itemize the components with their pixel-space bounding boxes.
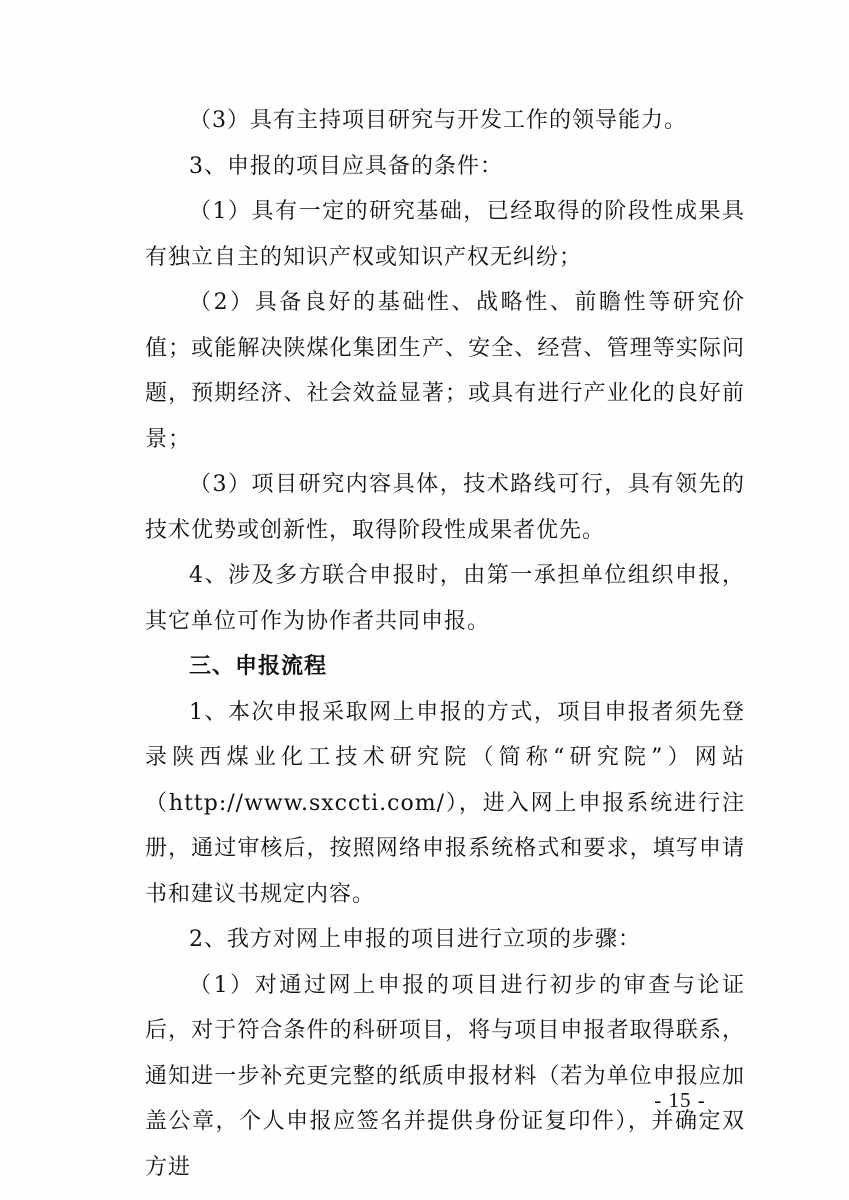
paragraph-online-application: 1、本次申报采取网上申报的方式，项目申报者须先登录陕西煤业化工技术研究院（简称“研究院”）网站（http://www.sxccti.com/），进入网上申报系统进行注册，通过审核后，按照网络申报系统格式和要求，填写申请书和建议书规定内容。 [145, 699, 745, 907]
paragraph-research-value: （2）具备良好的基础性、战略性、前瞻性等研究价值；或能解决陕煤化集团生产、安全、经营、管理等实际问题，预期经济、社会效益显著；或具有进行产业化的良好前景； [145, 290, 745, 452]
section-heading-application-process: 三、申报流程 [189, 654, 328, 679]
paragraph-research-basis: （1）具有一定的研究基础，已经取得的阶段性成果具有独立自主的知识产权或知识产权无纠纷； [145, 199, 745, 270]
page-number: - 15 - [654, 1088, 706, 1112]
paragraph-leader-ability: （3）具有主持项目研究与开发工作的领导能力。 [189, 108, 687, 133]
paragraph-preliminary-review: （1）对通过网上申报的项目进行初步的审查与论证后，对于符合条件的科研项目，将与项目申报者取得联系，通知进一步补充更完整的纸质申报材料（若为单位申报应加盖公章，个人申报应签名并提供身份证复印件），并确定双方进 [145, 972, 745, 1180]
paragraph-approval-steps: 2、我方对网上申报的项目进行立项的步骤： [189, 927, 641, 952]
paragraph-project-conditions: 3、申报的项目应具备的条件： [189, 153, 503, 179]
paragraph-technical-route: （3）项目研究内容具体，技术路线可行，具有领先的技术优势或创新性，取得阶段性成果者优先。 [145, 472, 745, 543]
document-body [145, 98, 745, 1190]
paragraph-joint-application: 4、涉及多方联合申报时，由第一承担单位组织申报，其它单位可作为协作者共同申报。 [145, 563, 745, 634]
